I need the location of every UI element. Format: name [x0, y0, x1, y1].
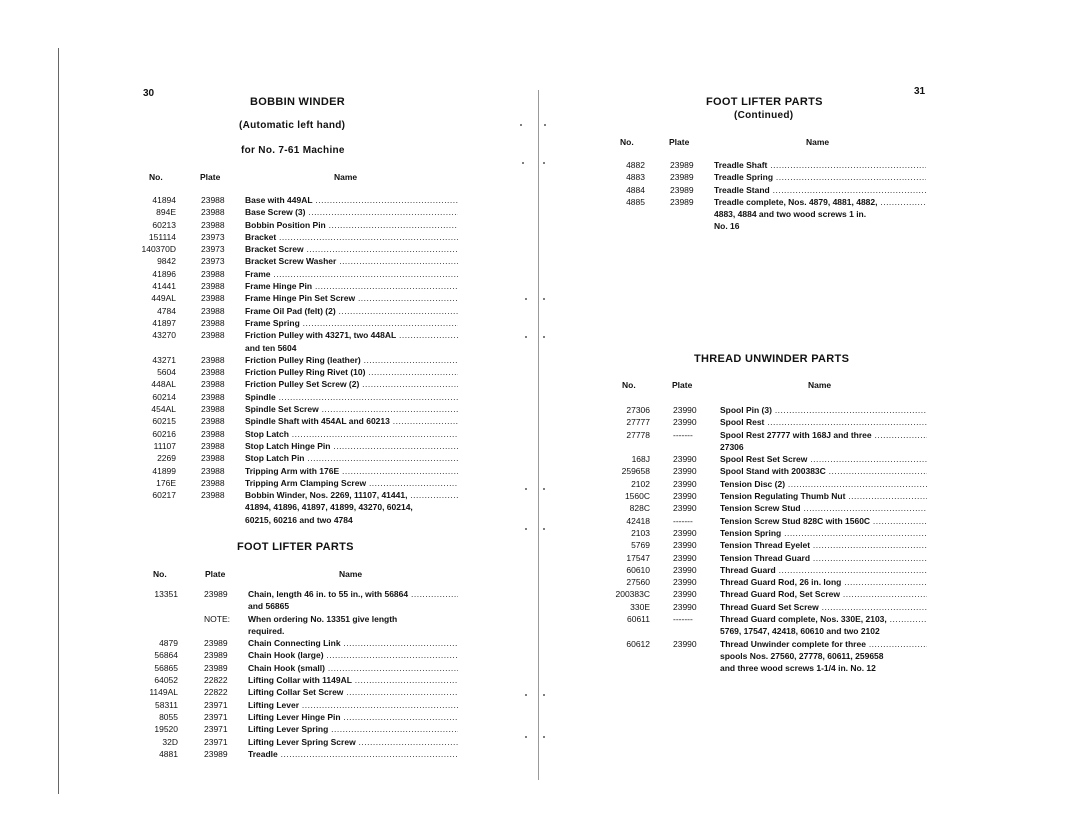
plate-number: 23989 [204, 589, 228, 599]
part-name: Bobbin Winder, Nos. 2269, 11107, 41441, ..... [245, 489, 458, 501]
plate-number: 23988 [201, 207, 225, 218]
part-number: 60217 [152, 490, 176, 501]
plate-number: NOTE: [204, 613, 230, 624]
table-row [138, 649, 458, 661]
part-name: Bracket Screw Washer ..... [245, 255, 458, 267]
part-number: 17547 [626, 552, 650, 563]
plate-number: 23990 [673, 589, 697, 600]
part-name: and three wood screws 1-1/4 in. No. 12 [720, 663, 876, 674]
table-row [605, 662, 927, 674]
page-number-left: 30 [143, 88, 155, 99]
plate-number: 22822 [204, 675, 228, 686]
part-name: Lifting Collar Set Screw ..... [248, 686, 458, 698]
foot-lifter-continued-title: FOOT LIFTER PARTS [706, 96, 823, 108]
part-name: Lifting Collar with 1149AL ..... [248, 674, 458, 686]
part-name: Thread Guard complete, Nos. 330E, 2103, ..... [720, 613, 927, 625]
col-header-plate: Plate [672, 380, 693, 390]
thread-unwinder-title: THREAD UNWINDER PARTS [694, 353, 850, 365]
speck [525, 694, 527, 696]
part-number: 60611 [626, 614, 650, 625]
plate-number: 23988 [201, 219, 225, 230]
plate-number: 23988 [201, 293, 225, 304]
part-name: Treadle Shaft ..... [714, 159, 926, 171]
plate-number: 23988 [201, 391, 225, 402]
part-name: Thread Guard ..... [720, 564, 927, 576]
part-number: 60214 [152, 391, 176, 402]
speck [543, 336, 545, 338]
plate-number: 23990 [673, 527, 697, 538]
part-number: 43270 [152, 330, 176, 341]
table-row [138, 711, 458, 723]
plate-number: 23989 [670, 172, 694, 183]
plate-number: 23988 [201, 268, 225, 279]
plate-number: 23990 [673, 491, 697, 502]
table-row [605, 184, 925, 196]
table-row [605, 441, 927, 453]
part-name: Spindle Set Screw ..... [245, 403, 458, 415]
table-row [605, 453, 927, 465]
plate-number: 23988 [201, 490, 225, 501]
col-header-plate: Plate [200, 172, 221, 182]
table-row [605, 625, 927, 637]
table-row [138, 588, 458, 600]
speck [544, 124, 546, 126]
speck [543, 694, 545, 696]
part-name: Frame Oil Pad (felt) (2) ..... [245, 305, 458, 317]
speck [525, 488, 527, 490]
plate-number: 23988 [201, 305, 225, 316]
part-number: 200383C [615, 589, 650, 600]
table-row [605, 208, 925, 220]
part-name: Chain Hook (large) ..... [248, 649, 458, 661]
part-number: 27306 [626, 405, 650, 415]
foot-lifter-continued-subtitle: (Continued) [734, 110, 794, 121]
part-name: Friction Pulley Ring (leather) ..... [245, 354, 458, 366]
plate-number: 23990 [673, 454, 697, 465]
table-row [605, 490, 927, 502]
table-row [605, 429, 927, 441]
part-number: 4879 [159, 638, 178, 649]
plate-number: 23990 [673, 564, 697, 575]
part-name: Frame Hinge Pin ..... [245, 280, 458, 292]
plate-number: 23988 [201, 317, 225, 328]
part-number: 56865 [154, 662, 178, 673]
part-name: Treadle complete, Nos. 4879, 4881, 4882, ..... [714, 196, 926, 208]
plate-number: 23988 [201, 428, 225, 439]
table-row [605, 515, 927, 527]
part-number: 828C [629, 503, 650, 514]
part-number: 4883 [626, 172, 645, 183]
plate-number: 23989 [670, 160, 694, 170]
col-header-name: Name [806, 137, 830, 147]
plate-number: 23988 [201, 367, 225, 378]
bobbin-winder-subtitle: (Automatic left hand) [239, 120, 346, 131]
part-name: Friction Pulley Set Screw (2) ..... [245, 378, 458, 390]
speck [543, 298, 545, 300]
table-row [605, 638, 927, 650]
part-number: 4884 [626, 184, 645, 195]
part-number: 1560C [624, 491, 650, 502]
table-row [605, 650, 927, 662]
table-row [138, 268, 458, 280]
table-row [605, 576, 927, 588]
table-row [138, 748, 458, 760]
plate-number: 23988 [201, 354, 225, 365]
table-row [138, 219, 458, 231]
col-header-no: No. [620, 137, 634, 147]
plate-number: 23988 [201, 379, 225, 390]
table-row [138, 674, 458, 686]
part-name: Chain Hook (small) ..... [248, 662, 458, 674]
plate-number: 22822 [204, 687, 228, 698]
foot-lifter-continued-parts-list [605, 159, 925, 233]
part-name: Treadle Stand ..... [714, 184, 926, 196]
foot-lifter-title: FOOT LIFTER PARTS [237, 541, 354, 553]
part-name: Treadle Spring ..... [714, 171, 926, 183]
plate-number: 23990 [673, 540, 697, 551]
part-number: 5604 [157, 367, 176, 378]
plate-number: 23990 [673, 478, 697, 489]
part-name: and ten 5604 [245, 342, 297, 353]
col-header-name: Name [334, 172, 358, 182]
table-row [138, 428, 458, 440]
bobbin-winder-parts-list [138, 194, 458, 526]
part-number: 60215 [152, 416, 176, 427]
part-name: Stop Latch Hinge Pin ..... [245, 440, 458, 452]
speck [543, 528, 545, 530]
part-number: 41894 [152, 195, 176, 205]
plate-number: 23989 [204, 662, 228, 673]
col-header-name: Name [339, 569, 363, 579]
col-header-plate: Plate [669, 137, 690, 147]
part-number: 168J [631, 454, 650, 465]
table-row [138, 736, 458, 748]
table-row [605, 527, 927, 539]
part-number: 9842 [157, 256, 176, 267]
col-header-plate: Plate [205, 569, 226, 579]
part-number: 2269 [157, 453, 176, 464]
plate-number: ------- [673, 429, 693, 440]
part-name: Frame ..... [245, 268, 458, 280]
table-row [138, 465, 458, 477]
table-row [605, 478, 927, 490]
table-row [138, 342, 458, 354]
part-name: No. 16 [714, 221, 740, 232]
part-name: Chain, length 46 in. to 55 in., with 56864 ..... [248, 588, 458, 600]
part-name: Base with 449AL ..... [245, 194, 458, 206]
part-name: 60215, 60216 and two 4784 [245, 514, 353, 525]
table-row [138, 699, 458, 711]
part-number: 330E [630, 601, 650, 612]
part-name: Spool Rest 27777 with 168J and three ..... [720, 429, 927, 441]
part-name: Tension Disc (2) ..... [720, 478, 927, 490]
part-name: Tension Regulating Thumb Nut ..... [720, 490, 927, 502]
part-name: Tension Thread Eyelet ..... [720, 539, 927, 551]
part-name: Spindle ..... [245, 391, 458, 403]
part-number: 151114 [148, 231, 176, 242]
plate-number: 23990 [673, 503, 697, 514]
table-row [138, 231, 458, 243]
table-row [138, 403, 458, 415]
table-row [605, 196, 925, 208]
part-name: Thread Unwinder complete for three ..... [720, 638, 927, 650]
table-row [605, 171, 925, 183]
part-name: Spool Stand with 200383C ..... [720, 465, 927, 477]
table-row [138, 329, 458, 341]
table-row [138, 378, 458, 390]
speck [525, 336, 527, 338]
plate-number: 23989 [204, 650, 228, 661]
part-number: 11107 [153, 440, 176, 451]
part-number: 60610 [626, 564, 650, 575]
part-name: Bracket Screw ..... [245, 243, 458, 255]
part-name: Thread Guard Rod, Set Screw ..... [720, 588, 927, 600]
plate-number: 23973 [201, 244, 225, 255]
part-name: Stop Latch Pin ..... [245, 452, 458, 464]
table-row [138, 723, 458, 735]
part-name: Base Screw (3) ..... [245, 206, 458, 218]
table-row [138, 194, 458, 206]
part-number: 449AL [151, 293, 176, 304]
part-name: Bobbin Position Pin ..... [245, 219, 458, 231]
table-row [605, 404, 927, 416]
part-name: Friction Pulley with 43271, two 448AL ..... [245, 329, 458, 341]
part-name: Lifting Lever ..... [248, 699, 458, 711]
plate-number: 23989 [670, 184, 694, 195]
plate-number: 23989 [204, 748, 228, 759]
bobbin-winder-title: BOBBIN WINDER [250, 96, 345, 108]
table-row [605, 601, 927, 613]
plate-number: ------- [673, 515, 693, 526]
part-number: 448AL [151, 379, 176, 390]
table-row [138, 600, 458, 612]
table-row [138, 501, 458, 513]
table-row [138, 366, 458, 378]
table-row [605, 220, 925, 232]
table-row [138, 625, 458, 637]
table-row [138, 292, 458, 304]
part-number: 64052 [154, 675, 178, 686]
table-row [138, 305, 458, 317]
speck [543, 162, 545, 164]
table-row [138, 489, 458, 501]
plate-number: 23988 [201, 281, 225, 292]
part-number: 13351 [154, 589, 178, 599]
table-row [138, 637, 458, 649]
part-number: 43271 [152, 354, 176, 365]
plate-number: 23990 [673, 577, 697, 588]
col-header-no: No. [149, 172, 163, 182]
table-row [605, 564, 927, 576]
part-name: Frame Hinge Pin Set Screw ..... [245, 292, 458, 304]
speck [520, 124, 522, 126]
part-number: 41896 [152, 268, 176, 279]
part-number: 58311 [154, 699, 178, 710]
plate-number: 23988 [201, 416, 225, 427]
table-row [138, 613, 458, 625]
part-number: 4784 [157, 305, 176, 316]
table-row [605, 613, 927, 625]
part-name: spools Nos. 27560, 27778, 60611, 259658 [720, 650, 884, 661]
part-number: 27777 [626, 417, 650, 428]
speck [522, 162, 524, 164]
foot-lifter-parts-list [138, 588, 458, 760]
part-number: 41897 [152, 317, 176, 328]
part-name: Bracket ..... [245, 231, 458, 243]
part-number: 41899 [152, 465, 176, 476]
part-name: Tripping Arm Clamping Screw ..... [245, 477, 458, 489]
plate-number: 23988 [201, 465, 225, 476]
plate-number: ------- [673, 614, 693, 625]
part-name: Tension Screw Stud ..... [720, 502, 927, 514]
part-name: 4883, 4884 and two wood screws 1 in. [714, 209, 867, 220]
speck [543, 488, 545, 490]
table-row [138, 391, 458, 403]
part-number: 56864 [154, 650, 178, 661]
plate-number: 23988 [201, 440, 225, 451]
speck [525, 528, 527, 530]
col-header-name: Name [808, 380, 832, 390]
part-number: 894E [156, 207, 176, 218]
part-name: Tension Thread Guard ..... [720, 552, 927, 564]
table-row [605, 416, 927, 428]
col-header-no: No. [622, 380, 636, 390]
part-number: 1149AL [149, 687, 178, 698]
table-row [605, 539, 927, 551]
part-name: 41894, 41896, 41897, 41899, 43270, 60214, [245, 502, 413, 513]
part-name: Tension Screw Stud 828C with 1560C ..... [720, 515, 927, 527]
part-number: 4881 [159, 748, 178, 759]
part-name: required. [248, 625, 285, 636]
table-row [138, 243, 458, 255]
plate-number: 23988 [201, 404, 225, 415]
part-number: 60213 [152, 219, 176, 230]
plate-number: 23988 [201, 330, 225, 341]
part-name: 5769, 17547, 42418, 60610 and two 2102 [720, 626, 880, 637]
part-name: Thread Guard Set Screw ..... [720, 601, 927, 613]
plate-number: 23971 [204, 736, 228, 747]
plate-number: 23990 [673, 638, 697, 649]
table-row [605, 552, 927, 564]
plate-number: 23971 [204, 699, 228, 710]
plate-number: 23973 [201, 256, 225, 267]
table-row [138, 514, 458, 526]
plate-number: 23988 [201, 195, 225, 205]
table-row [138, 206, 458, 218]
plate-number: 23971 [204, 724, 228, 735]
page-number-right: 31 [914, 86, 926, 97]
part-number: 4882 [626, 160, 645, 170]
part-name: Thread Guard Rod, 26 in. long ..... [720, 576, 927, 588]
part-number: 42418 [626, 515, 650, 526]
part-name: 27306 [720, 441, 744, 452]
table-row [138, 686, 458, 698]
part-name: Frame Spring ..... [245, 317, 458, 329]
table-row [138, 317, 458, 329]
part-number: 140370D [141, 244, 176, 255]
plate-number: 23973 [201, 231, 225, 242]
part-name: Friction Pulley Ring Rivet (10) ..... [245, 366, 458, 378]
table-row [605, 588, 927, 600]
part-name: Tension Spring ..... [720, 527, 927, 539]
table-row [138, 415, 458, 427]
part-number: 32D [162, 736, 178, 747]
part-number: 259658 [621, 466, 650, 477]
plate-number: 23989 [204, 638, 228, 649]
table-row [138, 440, 458, 452]
part-name: Chain Connecting Link ..... [248, 637, 458, 649]
table-row [138, 452, 458, 464]
part-number: 176E [156, 477, 176, 488]
part-number: 60216 [152, 428, 176, 439]
speck [543, 736, 545, 738]
part-number: 454AL [151, 404, 176, 415]
plate-number: 23988 [201, 477, 225, 488]
part-name: Spool Rest ..... [720, 416, 927, 428]
speck [525, 298, 527, 300]
table-row [605, 159, 925, 171]
table-row [138, 354, 458, 366]
plate-number: 23990 [673, 405, 697, 415]
table-row [605, 502, 927, 514]
table-row [138, 255, 458, 267]
plate-number: 23990 [673, 466, 697, 477]
plate-number: 23990 [673, 552, 697, 563]
part-number: 5769 [631, 540, 650, 551]
part-name: Treadle ..... [248, 748, 458, 760]
part-name: and 56865 [248, 601, 290, 612]
table-row [138, 477, 458, 489]
part-number: 27560 [626, 577, 650, 588]
speck [525, 736, 527, 738]
table-row [138, 662, 458, 674]
plate-number: 23990 [673, 601, 697, 612]
page-edge-line [58, 48, 59, 794]
part-name: Stop Latch ..... [245, 428, 458, 440]
table-row [138, 280, 458, 292]
bobbin-winder-machine: for No. 7-61 Machine [241, 145, 345, 156]
part-number: 19520 [154, 724, 178, 735]
part-name: Spool Rest Set Screw ..... [720, 453, 927, 465]
plate-number: 23989 [670, 196, 694, 207]
part-number: 60612 [626, 638, 650, 649]
part-name: Tripping Arm with 176E ..... [245, 465, 458, 477]
part-name: When ordering No. 13351 give length [248, 613, 398, 624]
part-name: Lifting Lever Hinge Pin ..... [248, 711, 458, 723]
part-number: 41441 [152, 281, 176, 292]
plate-number: 23971 [204, 711, 228, 722]
part-name: Lifting Lever Spring Screw ..... [248, 736, 458, 748]
col-header-no: No. [153, 569, 167, 579]
thread-unwinder-parts-list [605, 404, 927, 675]
part-name: Spindle Shaft with 454AL and 60213 ..... [245, 415, 458, 427]
part-number: 2103 [631, 527, 650, 538]
plate-number: 23990 [673, 417, 697, 428]
part-number: 2102 [631, 478, 650, 489]
plate-number: 23988 [201, 453, 225, 464]
table-row [605, 465, 927, 477]
part-number: 4885 [626, 196, 645, 207]
part-name: Spool Pin (3) ..... [720, 404, 927, 416]
gutter-line [538, 90, 539, 780]
part-number: 27778 [626, 429, 650, 440]
part-name: Lifting Lever Spring ..... [248, 723, 458, 735]
part-number: 8055 [159, 711, 178, 722]
